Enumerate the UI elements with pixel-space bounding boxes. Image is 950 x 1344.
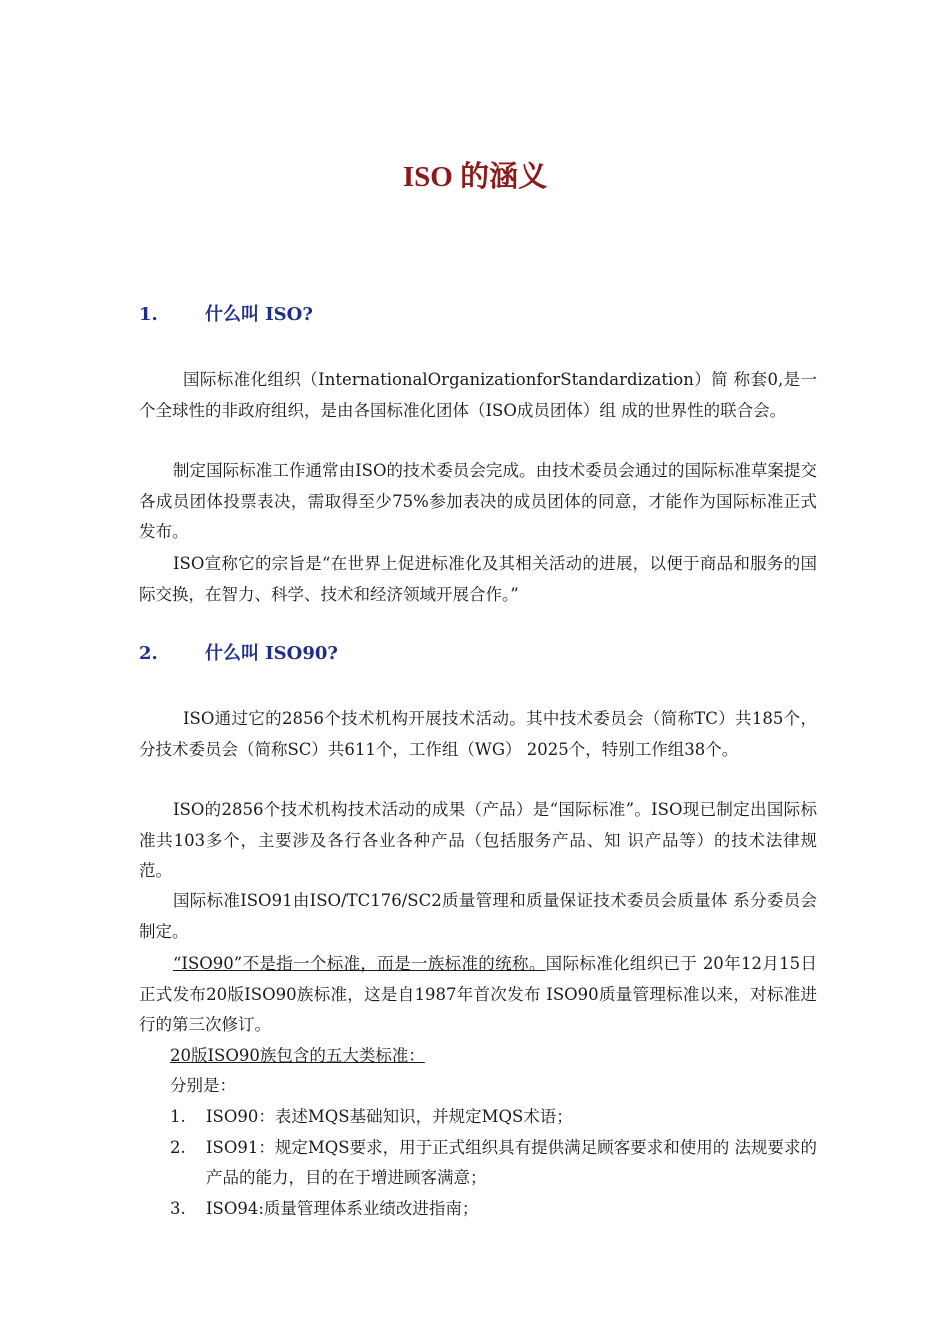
s1-paragraph-2: 制定国际标准工作通常由ISO的技术委员会完成。由技术委员会通过的国际标准草案提交各成员团体投票表决，需取得至少75%参加表决的成员团体的同意，才能作为国际标准正式发布。	[139, 461, 817, 541]
section-2-heading	[139, 639, 338, 665]
list-item-number: 3.	[170, 1198, 186, 1218]
section-1-title: 什么叫 ISO?	[205, 304, 313, 325]
section-1-heading	[139, 300, 313, 326]
family-underlined-text: “ISO90”不是指一个标准，而是一族标准的统称。	[173, 954, 546, 973]
s2-paragraph-1: ISO通过它的2856个技术机构开展技术活动。其中技术委员会（简称TC）共185个，分技术委员会（简称SC）共611个，工作组（WG） 2025个，特别工作组38个。	[139, 709, 817, 759]
s2-paragraph-3: 国际标准ISO91由ISO/TC176/SC2质量管理和质量保证技术委员会质量体 系分委员会制定。	[139, 891, 817, 941]
five-categories-line	[170, 1041, 425, 1071]
list-item-text: ISO91：规定MQS要求，用于正式组织具有提供满足顾客要求和使用的 法规要求的产品的能力，目的在于增进顾客满意；	[206, 1137, 817, 1187]
document-title: ISO 的涵义	[402, 161, 548, 193]
s2-paragraph-family	[139, 949, 817, 1041]
list-item	[139, 1194, 817, 1225]
five-categories-text: 20版ISO90族包含的五大类标准：	[170, 1046, 425, 1065]
section-1-number: 1.	[139, 304, 158, 325]
respectively-line: 分别是：	[170, 1076, 236, 1095]
section-2-title: 什么叫 ISO90?	[205, 643, 338, 664]
s2-paragraph-2: ISO的2856个技术机构技术活动的成果（产品）是“国际标准”。ISO现已制定出国际标准共103多个，主要涉及各行各业各种产品（包括服务产品、知 识产品等）的技术法律规范。	[139, 800, 817, 880]
list-item-number: 2.	[170, 1137, 186, 1157]
standards-list	[139, 1102, 817, 1224]
list-item	[139, 1133, 817, 1194]
section-2-number: 2.	[139, 643, 158, 664]
list-item-text: ISO94:质量管理体系业绩改进指南；	[206, 1198, 479, 1218]
list-item	[139, 1102, 817, 1133]
list-item-number: 1.	[170, 1107, 186, 1126]
s1-paragraph-3: ISO宣称它的宗旨是“在世界上促进标准化及其相关活动的进展，以便于商品和服务的国际交换，在智力、科学、技术和经济领域开展合作。”	[139, 554, 817, 604]
family-rest-text: 国际标准化组织已于 20年12月15日正式发布20版ISO90族标准，这是自1987年首次发布 ISO90质量管理标准以来，对标准进行的第三次修订。	[139, 954, 817, 1034]
s1-paragraph-1: 国际标准化组织（InternationalOrganizationforStandardization）简 称套0,是一个全球性的非政府组织，是由各国标准化团体（ISO成员团体）组 成的世界性的联合会。	[139, 370, 817, 420]
list-item-text: ISO90：表述MQS基础知识，并规定MQS术语；	[206, 1107, 573, 1126]
